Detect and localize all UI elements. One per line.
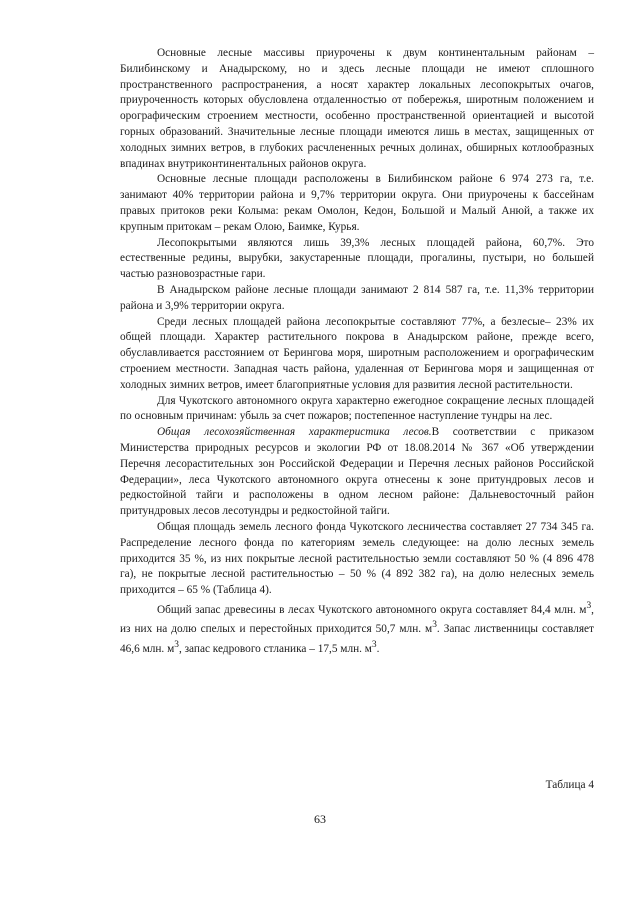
superscript: 3: [371, 640, 377, 651]
table-caption: Таблица 4: [545, 779, 594, 791]
paragraph: Для Чукотского автономного округа характерно ежегодное сокращение лесных площадей по основным причинам: убыль за счет пожаров; постепенное наступление тундры на лес.: [120, 394, 594, 423]
page-number: 63: [314, 812, 326, 826]
paragraph: Среди лесных площадей района лесопокрытые составляют 77%, а безлесые– 23% их общей площади. Характер растительного покрова в Анадырском районе, прежде всего, обуславливается расстоянием от Берингова моря, широтным расположением и орографическим строением местности. Западная часть района, удаленная от Берингова моря и защищенная от холодных зимних ветров, имеет благоприятные условия для развития лесной растительности.: [120, 315, 594, 391]
paragraph: Основные лесные площади расположены в Билибинском районе 6 974 273 га, т.е. занимают 40% территории района и 9,7% территории округа. Они приурочены к бассейнам правых притоков реки Колыма: рекам Омолон, Кедон, Большой и Малый Анюй, а также их крупным притокам – рекам Олою, Баимке, Курья.: [120, 173, 594, 233]
paragraph-text: В соответствии с приказом Министерства природных ресурсов и экологии РФ от 18.08.2014 № 367 «Об утверждении Перечня лесорастительных зон Российской Федерации и Перечня лесных районов Российской Федерации», леса Чукотского автономного округа отнесены к зоне притундровых лесов и редкостойной тайги и расположены в одном лесном районе: Дальневосточный район притундровых лесов лесотундры и редкостойной тайги.: [120, 426, 594, 518]
text-fragment: Общий запас древесины в лесах Чукотского автономного округа составляет 84,4 млн. м: [157, 603, 587, 616]
paragraph-timber-stock: [120, 599, 594, 658]
superscript: 3: [432, 620, 437, 631]
superscript: 3: [174, 640, 179, 651]
text-fragment: .: [376, 642, 380, 655]
text-fragment: . Запас лиственницы составляет 46,6 млн. м: [120, 623, 594, 655]
paragraph-forest-characteristics: [120, 425, 594, 520]
superscript: 3: [586, 600, 592, 611]
section-heading: Общая лесохозяйственная характеристика лесов.: [157, 426, 432, 439]
document-body: [120, 46, 594, 658]
paragraph: Лесопокрытыми являются лишь 39,3% лесных площадей района, 60,7%. Это естественные редины, вырубки, закустаренные площади, прогалины, пустыри, но большей частью разновозрастные гари.: [120, 236, 594, 281]
paragraph: Общая площадь земель лесного фонда Чукотского лесничества составляет 27 734 345 га. Распределение лесного фонда по категориям земель следующее: на долю лесных земель приходится 35 %, из них покрытые лесной растительностью земли составляют 50 % (4 896 478 га), не покрытые лесной растительностью – 50 % (4 892 382 га), на долю нелесных земель приходится – 65 % (Таблица 4).: [120, 520, 594, 597]
text-fragment: , запас кедрового стланика – 17,5 млн. м: [178, 642, 372, 655]
paragraph: В Анадырском районе лесные площади занимают 2 814 587 га, т.е. 11,3% территории района и 3,9% территории округа.: [120, 283, 594, 312]
text-fragment: , из них на долю спелых и перестойных приходится 50,7 млн. м: [120, 603, 594, 636]
paragraph: Основные лесные массивы приурочены к двум континентальным районам – Билибинскому и Анадырскому, но и здесь лесные площади не имеют сплошного пространственного распространения, а носят характер локальных лесопокрытых очагов, приуроченность которых обусловлена отдаленностью от побережья, широтным положением и орографическим строением местности, особенно пространственной ориентацией и высотой горных образований. Значительные лесные площади имеются лишь в местах, защищенных от холодных зимних ветров, в глубоких расчлененных речных долинах, обширных котлообразных впадинах внутриконтинентальных районов округа.: [120, 47, 594, 170]
